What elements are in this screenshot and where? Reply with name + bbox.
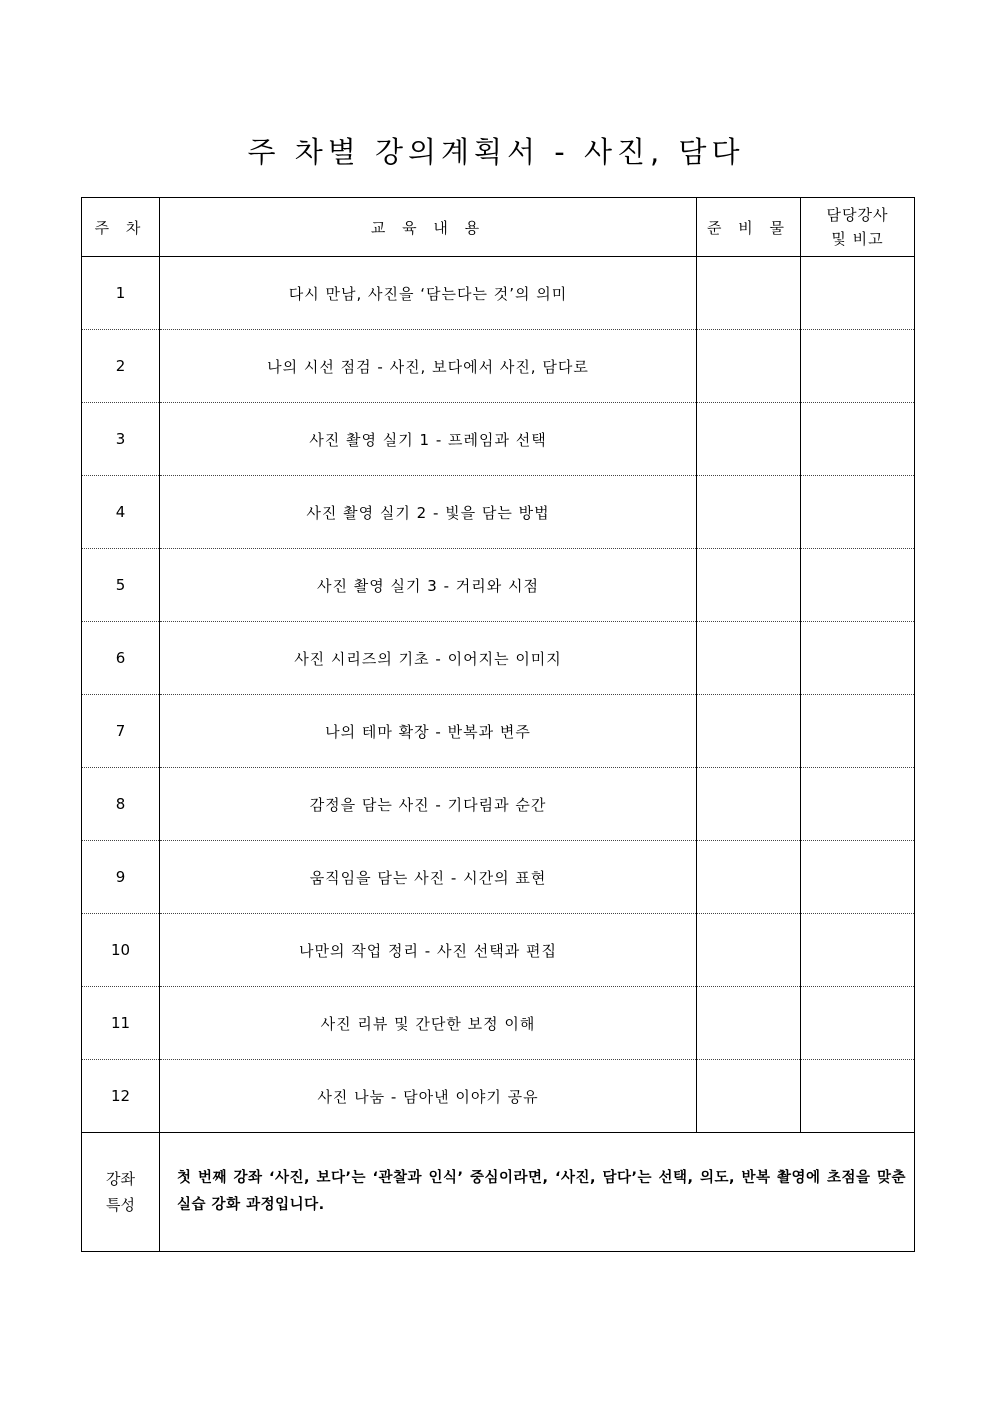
table-row <box>82 768 915 841</box>
week-content: 사진 촬영 실기 1 - 프레임과 선택 <box>160 403 697 476</box>
week-materials <box>697 330 801 403</box>
course-feature-label <box>82 1133 160 1252</box>
document-title: 주 차별 강의계획서 - 사진, 담다 <box>247 135 745 169</box>
week-number: 4 <box>82 476 160 549</box>
week-remarks <box>801 403 915 476</box>
week-number: 1 <box>82 257 160 330</box>
week-content: 감정을 담는 사진 - 기다림과 순간 <box>160 768 697 841</box>
table-row <box>82 330 915 403</box>
table-row <box>82 914 915 987</box>
week-materials <box>697 476 801 549</box>
week-remarks <box>801 622 915 695</box>
week-content: 나의 테마 확장 - 반복과 변주 <box>160 695 697 768</box>
week-content: 사진 촬영 실기 2 - 빛을 담는 방법 <box>160 476 697 549</box>
week-remarks <box>801 257 915 330</box>
header-instructor-line2: 및 비고 <box>831 230 884 248</box>
week-number: 3 <box>82 403 160 476</box>
header-materials: 준 비 물 <box>697 198 801 257</box>
week-materials <box>697 257 801 330</box>
week-remarks <box>801 841 915 914</box>
table-row <box>82 403 915 476</box>
week-content: 사진 나눔 - 담아낸 이야기 공유 <box>160 1060 697 1133</box>
week-materials <box>697 987 801 1060</box>
week-materials <box>697 1060 801 1133</box>
week-remarks <box>801 549 915 622</box>
header-instructor <box>801 198 915 257</box>
table-row <box>82 841 915 914</box>
header-content: 교 육 내 용 <box>160 198 697 257</box>
header-week: 주 차 <box>82 198 160 257</box>
week-number: 11 <box>82 987 160 1060</box>
week-content: 사진 리뷰 및 간단한 보정 이해 <box>160 987 697 1060</box>
table-row <box>82 476 915 549</box>
week-number: 6 <box>82 622 160 695</box>
table-row <box>82 1060 915 1133</box>
table-row <box>82 549 915 622</box>
table-header-row <box>82 198 915 257</box>
week-content: 나만의 작업 정리 - 사진 선택과 편집 <box>160 914 697 987</box>
week-content: 움직임을 담는 사진 - 시간의 표현 <box>160 841 697 914</box>
week-content: 다시 만남, 사진을 ‘담는다는 것’의 의미 <box>160 257 697 330</box>
course-feature-description: 첫 번째 강좌 ‘사진, 보다’는 ‘관찰과 인식’ 중심이라면, ‘사진, 담다’는 선택, 의도, 반복 촬영에 초점을 맞춘 실습 강화 과정입니다. <box>160 1133 915 1252</box>
week-materials <box>697 768 801 841</box>
week-materials <box>697 403 801 476</box>
course-feature-label-line2: 특성 <box>106 1196 135 1214</box>
week-remarks <box>801 330 915 403</box>
week-remarks <box>801 1060 915 1133</box>
week-materials <box>697 914 801 987</box>
week-materials <box>697 841 801 914</box>
weekly-plan-table <box>81 197 915 1252</box>
header-instructor-line1: 담당강사 <box>826 206 889 224</box>
week-number: 9 <box>82 841 160 914</box>
week-number: 5 <box>82 549 160 622</box>
week-remarks <box>801 695 915 768</box>
table-row <box>82 622 915 695</box>
table-row <box>82 987 915 1060</box>
week-materials <box>697 622 801 695</box>
week-content: 나의 시선 점검 - 사진, 보다에서 사진, 담다로 <box>160 330 697 403</box>
table-row <box>82 257 915 330</box>
week-content: 사진 시리즈의 기초 - 이어지는 이미지 <box>160 622 697 695</box>
course-feature-row <box>82 1133 915 1252</box>
week-materials <box>697 695 801 768</box>
course-feature-label-line1: 강좌 <box>106 1170 135 1188</box>
week-content: 사진 촬영 실기 3 - 거리와 시점 <box>160 549 697 622</box>
week-number: 10 <box>82 914 160 987</box>
table-row <box>82 695 915 768</box>
week-remarks <box>801 476 915 549</box>
week-remarks <box>801 987 915 1060</box>
week-number: 8 <box>82 768 160 841</box>
week-number: 12 <box>82 1060 160 1133</box>
week-materials <box>697 549 801 622</box>
week-remarks <box>801 768 915 841</box>
week-number: 2 <box>82 330 160 403</box>
week-remarks <box>801 914 915 987</box>
week-number: 7 <box>82 695 160 768</box>
